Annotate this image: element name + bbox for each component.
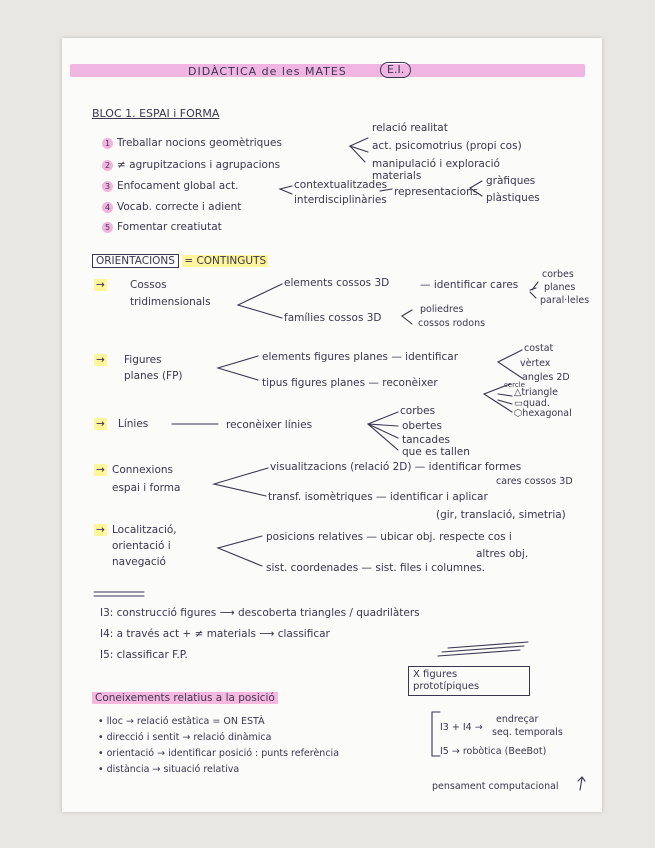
leaf-text: angles 2D (522, 372, 570, 383)
coneix-item: • orientació → identificar posició : punts referència (98, 748, 340, 759)
section-arrow: → (96, 464, 105, 476)
objective-item: 5 Fomentar creatiutat (102, 221, 222, 233)
leaf-text: ▭quad. (514, 398, 550, 409)
side-text: pensament computacional (432, 781, 559, 792)
indicator-line: I3: construcció figures ⟶ descoberta triangles / quadrilàters (100, 607, 420, 619)
triangle-icon: △ (514, 387, 522, 398)
leaf-text: poliedres (420, 304, 464, 315)
figures-title: Figures (124, 354, 162, 366)
bloc-title: BLOC 1. ESPAI i FORMA (92, 107, 220, 120)
leaf-text: costat (524, 343, 554, 354)
side-text: I5 → robòtica (BeeBot) (440, 746, 547, 757)
branch-text: act. psicomotrius (propi cos) (372, 140, 522, 152)
coneix-item: • lloc → relació estàtica = ON ESTÀ (98, 716, 265, 727)
square-icon: ▭ (514, 398, 523, 409)
leaf-text: cares cossos 3D (496, 476, 573, 487)
section-arrow: → (96, 418, 105, 430)
branch-text: representacions (394, 186, 479, 198)
leaf-text: corbes (400, 405, 436, 417)
course-tag: E.I. (380, 62, 411, 78)
leaf-text: planes (544, 282, 576, 293)
branch-text: gràfiques (486, 175, 536, 187)
branch-text: sist. coordenades — sist. files i columnes. (266, 562, 486, 574)
leaf-text: tancades (402, 434, 451, 446)
side-text: endreçar (496, 714, 539, 725)
indicator-line: I5: classificar F.P. (100, 649, 188, 661)
leaf-text: corbes (542, 269, 574, 280)
leaf-text: cercle (504, 381, 525, 389)
section-arrow: → (96, 354, 105, 366)
figures-title: planes (FP) (124, 370, 183, 382)
leaf-text: que es tallen (402, 446, 470, 458)
connexions-title: espai i forma (112, 482, 181, 494)
side-text: I3 + I4 → (440, 722, 483, 733)
prototypical-box: X figures prototípiques (408, 666, 530, 696)
connexions-title: Connexions (112, 464, 174, 476)
hexagon-icon: ⬡ (514, 408, 523, 419)
leaf-text: obertes (402, 420, 442, 432)
leaf-text: vèrtex (520, 358, 551, 369)
branch-text: contextualitzades (294, 179, 388, 191)
branch-text: elements cossos 3D (284, 277, 390, 289)
leaf-text: △triangle (514, 387, 558, 398)
indicator-line: I4: a través act + ≠ materials ⟶ classificar (100, 628, 330, 640)
branch-text: famílies cossos 3D (284, 312, 382, 324)
branch-text: elements figures planes — identificar (262, 351, 459, 363)
coneixements-title: Coneixements relatius a la posició (92, 692, 278, 704)
side-text: seq. temporals (492, 727, 563, 738)
orientacions-heading: ORIENTACIONS = CONTINGUTS (92, 255, 268, 267)
branch-text: plàstiques (486, 192, 540, 204)
branch-text: reconèixer línies (226, 419, 313, 431)
branch-text: relació realitat (372, 122, 448, 134)
leaf-text: cossos rodons (418, 318, 486, 329)
localitzacio-title: orientació i (112, 540, 171, 552)
objective-item: 1 Treballar nocions geomètriques (102, 137, 282, 149)
page-title: DIDÀCTICA de les MATES (188, 65, 347, 78)
branch-text: interdisciplinàries (294, 194, 387, 206)
localitzacio-title: Localització, (112, 524, 177, 536)
branch-text: — identificar cares (420, 279, 519, 291)
section-arrow: → (96, 279, 105, 291)
cossos-title: tridimensionals (130, 296, 211, 308)
branch-text: tipus figures planes — reconèixer (262, 377, 438, 389)
leaf-text: ⬡hexagonal (514, 408, 572, 419)
objective-item: 4 Vocab. correcte i adient (102, 201, 241, 213)
coneix-item: • direcció i sentit → relació dinàmica (98, 732, 272, 743)
leaf-text: altres obj. (476, 548, 529, 560)
objective-item: 2 ≠ agrupitzacions i agrupacions (102, 159, 280, 171)
branch-text: manipulació i exploració materials (372, 158, 500, 182)
branch-text: posicions relatives — ubicar obj. respecte cos i (266, 531, 512, 543)
linies-title: Línies (118, 418, 149, 430)
leaf-text: (gir, translació, simetria) (436, 509, 566, 521)
branch-text: visualitzacions (relació 2D) — identificar formes (270, 461, 522, 473)
objective-item: 3 Enfocament global act. (102, 180, 238, 192)
section-arrow: → (96, 524, 105, 536)
coneix-item: • distància → situació relativa (98, 764, 240, 775)
leaf-text: paral·leles (540, 295, 590, 306)
cossos-title: Cossos (130, 279, 167, 291)
branch-text: transf. isomètriques — identificar i aplicar (268, 491, 488, 503)
localitzacio-title: navegació (112, 556, 166, 568)
